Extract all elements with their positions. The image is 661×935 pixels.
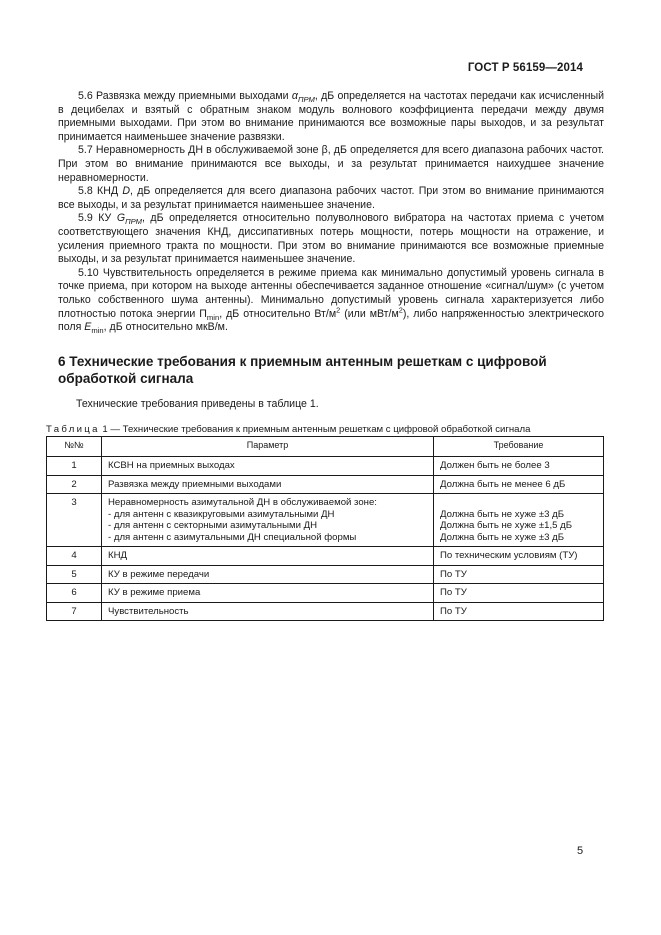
col-header-number: №№ <box>47 437 102 457</box>
paragraph-5-6: 5.6 Развязка между приемными выходами $\alpha_{ПРМ}$, дБ определяется на частотах передачи как исчисленный в децибелах и взятый с обратным знаком модуль волнового коэффициента передачи между двумя приемными выходами. При этом во внимание принимаются все возможные пары выходов, и за результат принимается наименьшее значение развязки. <box>58 90 604 143</box>
paragraph-5-9: 5.9 КУ $G_{ПРМ}$, дБ определяется относительно полуволнового вибратора на частотах приема с учетом соответствующего значения КНД, диссипативных потерь мощности, потерь мощности на отражение, и усиления приемного тракта по мощности. При этом во внимание принимаются все возможные приемные выходы, и за результат принимается наименьшее значение. <box>58 212 605 266</box>
row-requirement: Должна быть не менее 6 дБ <box>434 475 604 494</box>
table-row <box>47 475 604 494</box>
row-requirement: По ТУ <box>434 584 604 603</box>
row-parameter: Развязка между приемными выходами <box>102 475 434 494</box>
paragraph-5-8: 5.8 КНД D, дБ определяется для всего диапазона рабочих частот. При этом во внимание принимаются все выходы, и за результат принимается наименьшее значение. <box>58 185 604 211</box>
row-requirement: Должен быть не более 3 <box>434 457 604 476</box>
table-row <box>47 584 604 603</box>
row-number: 4 <box>47 547 102 566</box>
paragraph-5-7: 5.7 Неравномерность ДН в обслуживаемой зоне β, дБ определяется для всего диапазона рабочих частот. При этом во внимание принимаются все выходы, и за результат принимается наихудшее значение неравномерности. <box>58 144 604 184</box>
paragraph-5-10: 5.10 Чувствительность определяется в режиме приема как минимально допустимый уровень сигнала в точке приема, при котором на выходе антенны обеспечивается заданное отношение «сигнал/шум» (с учетом только собственного шума антенны). Минимально допустимый уровень сигнала характеризуется либо плотностью потока энергии $\Pi_{min}$, дБ относительно $Вт/м^2$ (или мВт/$м^2$), либо напряженностью электрического поля $E_{min}$, дБ относительно мкВ/м. <box>58 266 604 336</box>
row-number: 7 <box>47 602 102 621</box>
row-parameter: КУ в режиме передачи <box>102 565 434 584</box>
table-row <box>47 457 604 476</box>
page-number: 5 <box>577 845 584 857</box>
document-code: ГОСТ Р 56159—2014 <box>467 62 583 74</box>
row-requirement: По техническим условиям (ТУ) <box>434 547 604 566</box>
row-parameter: Неравномерность азимутальной ДН в обслуживаемой зоне: - для антенн с квазикруговыми азимутальными ДН - для антенн с секторными азимутальными ДН - для антенн с азимутальными ДН специальной формы <box>102 494 434 547</box>
row-number: 2 <box>47 475 102 494</box>
row-parameter: КСВН на приемных выходах <box>102 457 434 476</box>
row-requirement: Должна быть не хуже ±3 дБ Должна быть не хуже ±1,5 дБ Должна быть не хуже ±3 дБ <box>434 494 604 547</box>
row-parameter: КУ в режиме приема <box>102 584 434 603</box>
row-parameter: Чувствительность <box>102 602 434 621</box>
row-requirement: По ТУ <box>434 565 604 584</box>
row-parameter: КНД <box>102 547 434 566</box>
beta-symbol: β <box>321 144 328 157</box>
table-row <box>47 565 604 584</box>
row-number: 6 <box>47 584 102 603</box>
col-header-requirement: Требование <box>434 437 604 457</box>
table-row <box>47 494 604 547</box>
col-header-parameter: Параметр <box>102 437 434 457</box>
table-caption: Таблица 1 — Технические требования к приемным антенным решеткам с цифровой обработкой сигнала <box>46 424 531 436</box>
page-body <box>46 90 605 437</box>
row-number: 3 <box>47 494 102 547</box>
alpha-symbol: α <box>291 90 298 102</box>
table-header-row <box>47 437 604 457</box>
table-row <box>47 602 604 621</box>
row-requirement: По ТУ <box>434 602 604 621</box>
requirements-table <box>46 436 604 621</box>
section-6-intro: Технические требования приведены в таблице 1. <box>76 397 319 410</box>
row-number: 1 <box>47 457 102 476</box>
table-row <box>47 547 604 566</box>
row-number: 5 <box>47 565 102 584</box>
section-6-heading: 6 Технические требования к приемным антенным решеткам с цифровой обработкой сигнала <box>58 353 547 386</box>
